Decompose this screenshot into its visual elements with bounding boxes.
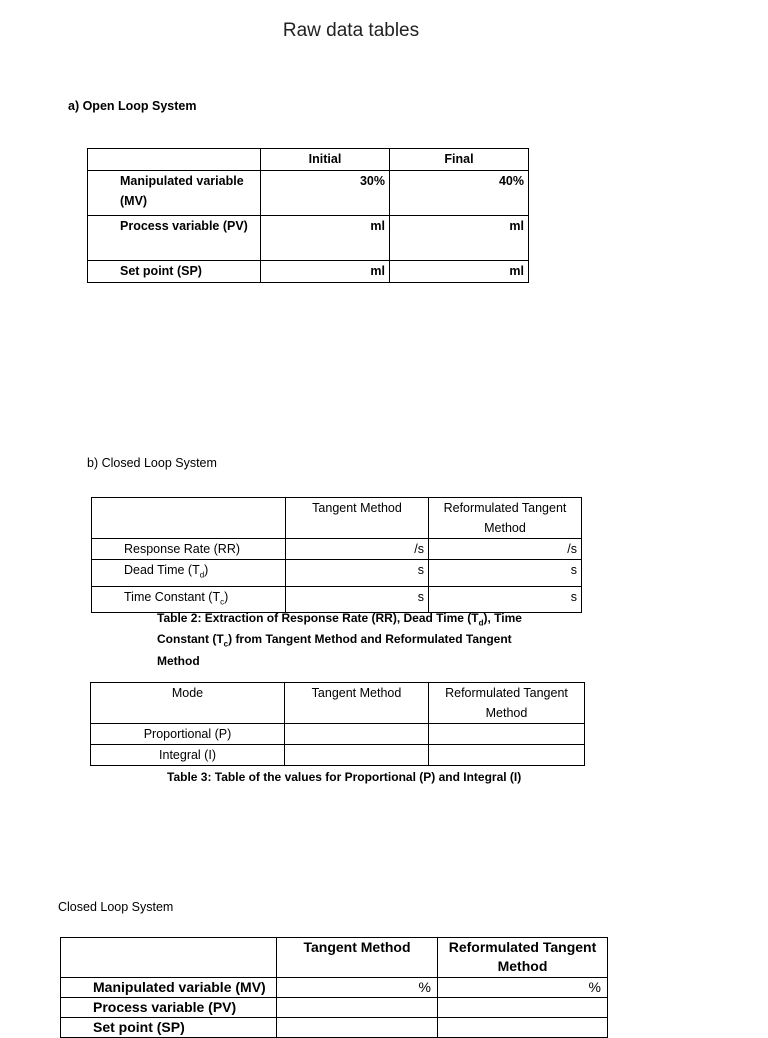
row-label-sp: Set point (SP) [61,1018,277,1038]
mv-initial: 30% [261,171,390,216]
row-label-sp: Set point (SP) [88,261,261,283]
sp-reformulated [438,1018,608,1038]
proportional-tangent [285,724,429,745]
table-header-final: Final [390,149,529,171]
sp-final: ml [390,261,529,283]
table-header-tangent: Tangent Method [285,683,429,724]
table-header-reformulated: Reformulated Tangent Method [429,683,585,724]
time-constant-tangent: s [286,586,429,613]
closed-loop-table [60,937,608,1038]
row-label-dead-time: Dead Time $(T_d)$ [92,560,286,587]
pv-tangent [277,998,438,1018]
page-title: Raw data tables [282,20,420,41]
row-label-time-constant: Time Constant $(T_c)$ [92,586,286,613]
table-header-reformulated: Reformulated Tangent Method [429,498,582,539]
integral-reformulated [429,745,585,766]
table-2-caption: Table 2: Extraction of Response Rate (RR), Dead Time $(T_d)$, Time Constant $(T_c)$ from Tangent Method and Reformulated Tangent Method [157,611,522,668]
mv-final: 40% [390,171,529,216]
table-header-empty [88,149,261,171]
table-header-initial: Initial [261,149,390,171]
open-loop-table [87,148,529,283]
rr-reformulated: /s [429,539,582,560]
pv-final: ml [390,216,529,261]
table-3-caption: Table 3: Table of the values for Proportional (P) and Integral (I) [167,770,522,784]
sp-initial: ml [261,261,390,283]
table-header-tangent: Tangent Method [277,938,438,978]
mv-reformulated: % [438,978,608,998]
table-header-empty [92,498,286,539]
table-2 [91,497,582,613]
row-label-pv: Process variable (PV) [88,216,261,261]
integral-tangent [285,745,429,766]
table-header-mode: Mode [91,683,285,724]
pv-initial: ml [261,216,390,261]
section-b-label: b) Closed Loop System [87,456,217,470]
pv-reformulated [438,998,608,1018]
table-3 [90,682,585,766]
table-header-reformulated: Reformulated Tangent Method [438,938,608,978]
dead-time-reformulated: s [429,560,582,587]
mv-tangent: % [277,978,438,998]
row-label-proportional: Proportional (P) [91,724,285,745]
rr-tangent: /s [286,539,429,560]
proportional-reformulated [429,724,585,745]
row-label-integral: Integral (I) [91,745,285,766]
row-label-mv: Manipulated variable (MV) [61,978,277,998]
row-label-pv: Process variable (PV) [61,998,277,1018]
time-constant-reformulated: s [429,586,582,613]
row-label-mv: Manipulated variable (MV) [88,171,261,216]
row-label-rr: Response Rate (RR) [92,539,286,560]
section-c-label: Closed Loop System [58,900,174,914]
section-a-label: a) Open Loop System [68,99,197,113]
table-header-empty [61,938,277,978]
dead-time-tangent: s [286,560,429,587]
sp-tangent [277,1018,438,1038]
table-header-tangent: Tangent Method [286,498,429,539]
